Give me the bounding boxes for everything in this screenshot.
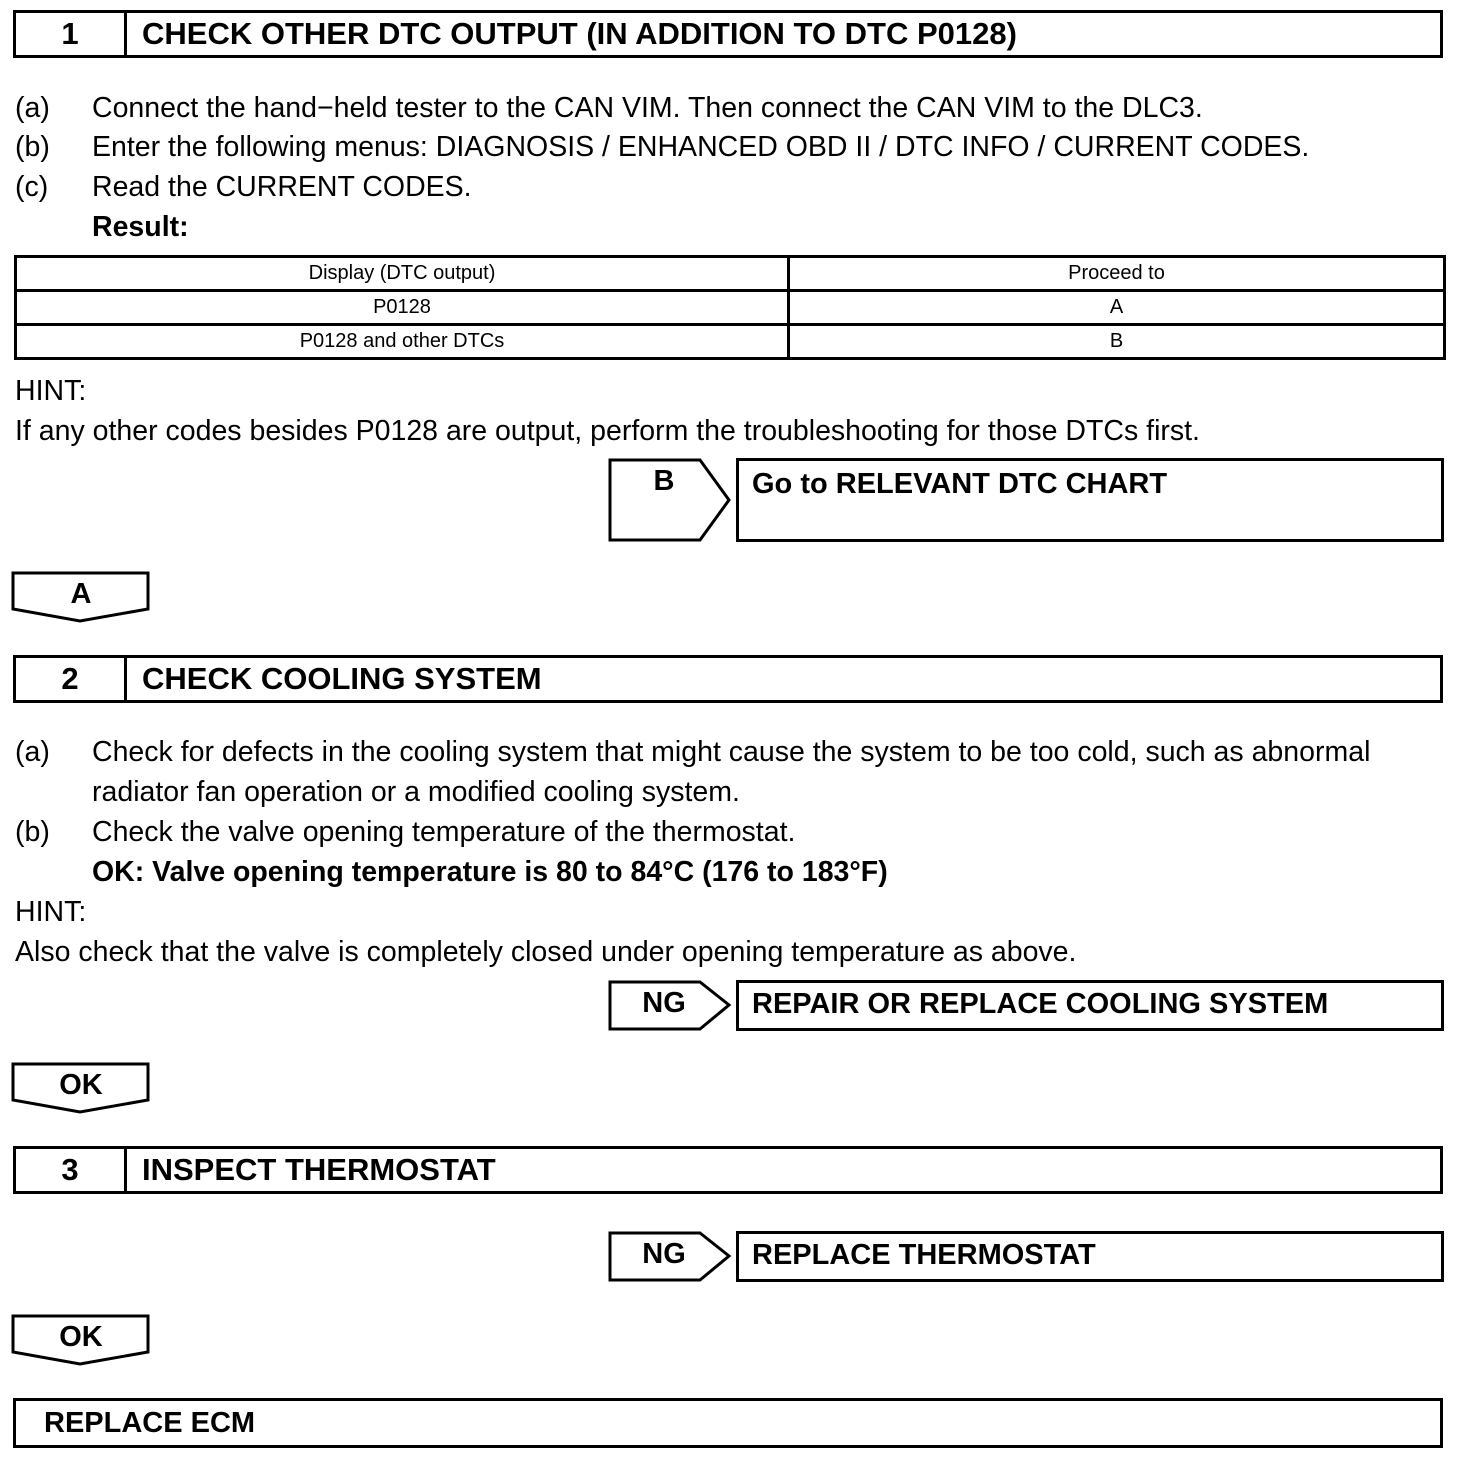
step-1-item-c-text: Read the CURRENT CODES. bbox=[92, 171, 472, 203]
table-row bbox=[16, 291, 1445, 325]
step-2-item-b-text: Check the valve opening temperature of the thermostat. bbox=[92, 816, 796, 848]
replace-ecm-box bbox=[13, 1398, 1443, 1448]
step-3-header bbox=[13, 1146, 1443, 1194]
branch-ng-tag bbox=[608, 980, 732, 1032]
step-1-hint-label: HINT: bbox=[15, 375, 87, 407]
step-1-item-a-label: (a) bbox=[15, 92, 50, 124]
step-1-item-a-text: Connect the hand−held tester to the CAN VIM. Then connect the CAN VIM to the DLC3. bbox=[92, 92, 1203, 124]
table-header-cell: Display (DTC output) bbox=[16, 257, 789, 291]
continue-ok-tag-label: OK bbox=[59, 1069, 103, 1101]
step-2-header bbox=[13, 655, 1443, 703]
result-label: Result: bbox=[92, 211, 189, 243]
step-2-item-a-label: (a) bbox=[15, 736, 50, 768]
replace-thermostat-action-box bbox=[736, 1231, 1444, 1282]
step-3-number: 3 bbox=[16, 1149, 127, 1191]
branch-ng-action-box bbox=[736, 980, 1444, 1031]
continue-ok-tag-label-step-3: OK bbox=[59, 1321, 103, 1353]
continue-ok-tag bbox=[11, 1062, 151, 1114]
branch-b-tag-label: B bbox=[653, 465, 675, 497]
table-row bbox=[16, 325, 1445, 359]
table-header-cell: Proceed to bbox=[789, 257, 1445, 291]
step-2-hint-label: HINT: bbox=[15, 896, 87, 928]
table-cell: A bbox=[789, 291, 1445, 325]
branch-b-action-text: Go to RELEVANT DTC CHART bbox=[752, 468, 1168, 500]
branch-b-action-box bbox=[736, 458, 1444, 542]
step-2-item-a-line1: Check for defects in the cooling system that might cause the system to be too cold, such as abnormal bbox=[92, 736, 1371, 768]
branch-ng-tag-label-step-3: NG bbox=[642, 1238, 686, 1270]
step-1-number: 1 bbox=[16, 13, 127, 55]
step-1-header bbox=[13, 10, 1443, 58]
step-2-item-b-label: (b) bbox=[15, 816, 50, 848]
table-cell: P0128 bbox=[16, 291, 789, 325]
table-cell: P0128 and other DTCs bbox=[16, 325, 789, 359]
step-2-number: 2 bbox=[16, 658, 127, 700]
branch-b-tag bbox=[608, 458, 732, 544]
table-header-row bbox=[16, 257, 1445, 291]
step-1-item-b-label: (b) bbox=[15, 131, 50, 163]
branch-ng-tag-step-3 bbox=[608, 1231, 732, 1283]
table-cell: B bbox=[789, 325, 1445, 359]
branch-ng-tag-label: NG bbox=[642, 987, 686, 1019]
replace-thermostat-text: REPLACE THERMOSTAT bbox=[752, 1239, 1096, 1271]
result-table bbox=[14, 255, 1446, 360]
branch-ng-action-text: REPAIR OR REPLACE COOLING SYSTEM bbox=[752, 988, 1329, 1020]
step-2-item-a-line2: radiator fan operation or a modified cooling system. bbox=[92, 776, 740, 808]
step-3-title: INSPECT THERMOSTAT bbox=[142, 1152, 496, 1187]
step-1-title: CHECK OTHER DTC OUTPUT (IN ADDITION TO DTC P0128) bbox=[142, 16, 1017, 51]
continue-a-tag-label: A bbox=[70, 578, 92, 610]
continue-a-tag bbox=[11, 571, 151, 623]
step-2-title: CHECK COOLING SYSTEM bbox=[142, 661, 542, 696]
step-1-item-c-label: (c) bbox=[15, 171, 49, 203]
step-1-item-b-text: Enter the following menus: DIAGNOSIS / ENHANCED OBD II / DTC INFO / CURRENT CODES. bbox=[92, 131, 1310, 163]
continue-ok-tag-step-3 bbox=[11, 1314, 151, 1366]
step-2-hint-text: Also check that the valve is completely closed under opening temperature as above. bbox=[15, 936, 1077, 968]
ok-criteria: OK: Valve opening temperature is 80 to 84°C (176 to 183°F) bbox=[92, 856, 888, 888]
replace-ecm-title: REPLACE ECM bbox=[44, 1407, 256, 1439]
step-1-hint-text: If any other codes besides P0128 are output, perform the troubleshooting for those DTCs first. bbox=[15, 415, 1200, 447]
